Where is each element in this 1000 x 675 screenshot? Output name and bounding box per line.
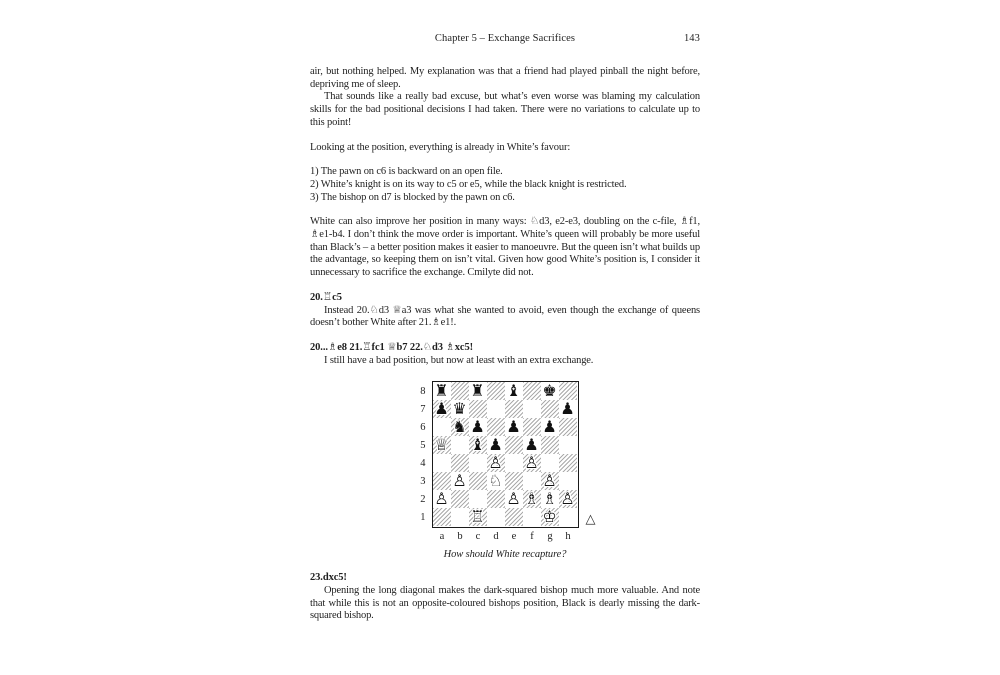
rank-label: 2 [420,493,426,505]
rank-label: 7 [420,403,426,415]
board-square [505,382,523,400]
board-square [523,472,541,490]
white-piece-icon: ♗ [542,489,557,509]
board-square [541,382,559,400]
black-piece-icon: ♟ [434,399,449,419]
board-square [451,472,469,490]
board-square [559,472,577,490]
board-square [433,418,451,436]
page-header [310,33,700,46]
board-square [523,490,541,508]
file-label: f [530,531,534,543]
board-square [559,382,577,400]
rank-label: 5 [420,439,426,451]
board-square [469,508,487,526]
move-commentary-22: I still have a bad position, but now at least with an extra exchange. [324,354,594,366]
board-square [559,400,577,418]
board-square [505,508,523,526]
board-square [451,436,469,454]
paragraph-excuse: That sounds like a really bad excuse, but what’s even worse was blaming my calculation skills for the bad positional decisions I had taken. There were no variations to calculate up to this point! [310,91,700,128]
white-piece-icon: ♔ [542,507,557,527]
board-square [559,454,577,472]
board-square [469,472,487,490]
diagram-caption: How should White recapture? [443,549,567,561]
black-piece-icon: ♟ [560,399,575,419]
rank-label: 8 [420,385,426,397]
board-wrap [420,381,596,528]
paragraph-improvement-plans: White can also improve her position in many ways: ♘d3, e2-e3, doubling on the c-file, ♗f1, ♗e1-b4. I don’t think the move order is important. White’s queen will probably be more useful than Black’s – a better position makes it easier to manoeuvre. But the queen isn’t what builds up the advantage, so keeping them on isn’t vital. Given how good White’s position is, I consider it unnecessary to sacrifice the exchange. Cmilyte did not. [310,216,701,279]
black-piece-icon: ♚ [542,381,557,401]
board-square [469,490,487,508]
black-piece-icon: ♟ [488,435,503,455]
board-square [469,454,487,472]
white-piece-icon: ♙ [542,471,557,491]
board-square [523,454,541,472]
board-square [487,418,505,436]
board-square [433,400,451,418]
board-square [505,418,523,436]
black-piece-icon: ♞ [452,417,467,437]
black-piece-icon: ♝ [506,381,521,401]
rank-label: 3 [420,475,426,487]
white-piece-icon: ♖ [470,507,485,527]
file-label: h [565,531,571,543]
white-piece-icon: ♙ [506,489,521,509]
board-square [451,454,469,472]
board-square [487,382,505,400]
move-commentary-20: Instead 20.♘d3 ♕a3 was what she wanted to avoid, even though the exchange of queens doesn’t bother White after 21.♗e1!. [310,304,700,329]
black-piece-icon: ♟ [524,435,539,455]
board-square [559,418,577,436]
list-item-2: 2) White’s knight is on its way to c5 or e5, while the black knight is restricted. [310,178,627,190]
board-square [505,490,523,508]
board-square [487,472,505,490]
file-label: g [547,531,553,543]
board-square [523,508,541,526]
chapter-header-title: Chapter 5 – Exchange Sacrifices [434,33,576,44]
board-square [451,382,469,400]
board-square [559,490,577,508]
board-square [487,454,505,472]
board-square [505,436,523,454]
board-square [451,400,469,418]
file-labels [433,531,577,542]
board-square [433,454,451,472]
white-piece-icon: ♗ [524,489,539,509]
file-label: e [511,531,517,543]
file-label: c [475,531,481,543]
board-square [505,472,523,490]
black-piece-icon: ♟ [470,417,485,437]
move-heading-20: 20.♖c5 [310,291,342,303]
file-label: b [457,531,463,543]
board-square [451,418,469,436]
paragraph-position-intro: Looking at the position, everything is already in White’s favour: [310,141,571,153]
text-column [310,0,700,623]
chess-diagram [310,381,700,542]
board-square [487,490,505,508]
black-piece-icon: ♟ [506,417,521,437]
board-square [469,418,487,436]
board-square [541,454,559,472]
black-piece-icon: ♜ [434,381,449,401]
board-square [559,508,577,526]
board-square [505,400,523,418]
observation-list [310,166,700,204]
board-square [523,382,541,400]
board-square [433,436,451,454]
paragraph-continuation: air, but nothing helped. My explanation was that a friend had played pinball the night before, depriving me of sleep. [310,66,700,90]
board-square [541,508,559,526]
board-square [541,400,559,418]
board-square [487,400,505,418]
move-heading-23: 23.dxc5! [310,572,347,584]
list-item-3: 3) The bishop on d7 is blocked by the pawn on c6. [310,191,515,203]
white-piece-icon: ♙ [452,471,467,491]
move-commentary-23: Opening the long diagonal makes the dark-squared bishop much more valuable. And note that while this is not an opposite-coloured bishops position, Black is dearly missing the dark-squared bishop. [310,585,700,622]
black-piece-icon: ♝ [470,435,485,455]
black-piece-icon: ♛ [452,399,467,419]
board-square [523,400,541,418]
board-square [523,418,541,436]
white-piece-icon: ♘ [488,471,503,491]
rank-label: 6 [420,421,426,433]
board-square [559,436,577,454]
black-piece-icon: ♜ [470,381,485,401]
board-square [469,436,487,454]
list-item-1: 1) The pawn on c6 is backward on an open file. [310,166,503,178]
white-piece-icon: ♙ [488,453,503,473]
white-to-move-icon: △ [585,512,596,528]
board-square [523,436,541,454]
rank-label: 1 [420,511,426,523]
board-square [451,508,469,526]
board-square [487,436,505,454]
file-label: a [439,531,445,543]
white-piece-icon: ♕ [434,435,449,455]
board-square [433,490,451,508]
board-square [469,382,487,400]
rank-labels [420,383,425,527]
board-square [541,418,559,436]
board-square [541,490,559,508]
white-piece-icon: ♙ [434,489,449,509]
black-piece-icon: ♟ [542,417,557,437]
rank-label: 4 [420,457,426,469]
board-square [487,508,505,526]
board-square [433,382,451,400]
white-piece-icon: ♙ [560,489,575,509]
file-label: d [493,531,499,543]
board-square [541,472,559,490]
board-square [469,400,487,418]
white-piece-icon: ♙ [524,453,539,473]
board-square [541,436,559,454]
board-square [433,508,451,526]
board-square [433,472,451,490]
move-heading-20-22: 20...♗e8 21.♖fc1 ♕b7 22.♘d3 ♗xc5! [310,341,474,353]
page-number: 143 [683,33,700,44]
board-square [505,454,523,472]
chess-board [432,381,579,528]
board-square [451,490,469,508]
